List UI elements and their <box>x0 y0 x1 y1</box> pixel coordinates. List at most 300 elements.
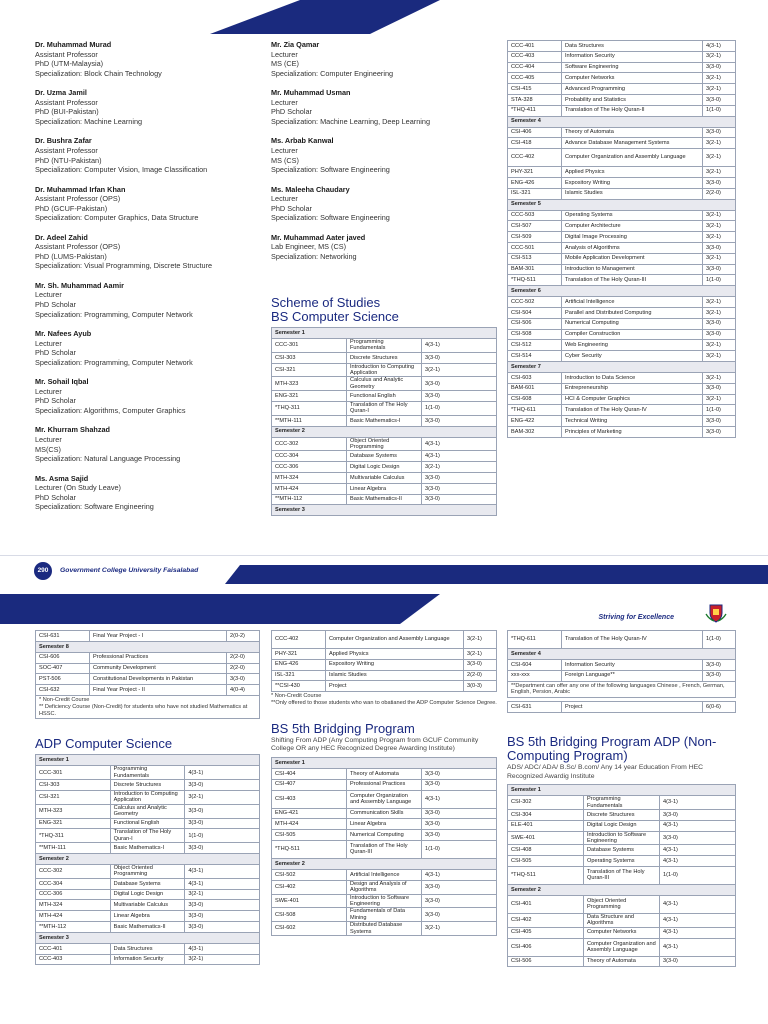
faculty-detail: Specialization: Machine Learning, Deep Learning <box>271 116 431 126</box>
course-row <box>272 894 497 908</box>
course-title: Digital Logic Design <box>347 462 422 473</box>
credit-hours: 2(2-0) <box>464 670 497 681</box>
bridging-note: **Department can offer any one of the following languages Chinese , French, German, English, Persion, Arabic <box>507 682 736 699</box>
course-row <box>36 780 260 791</box>
course-code: CSI-321 <box>36 790 111 804</box>
course-row <box>272 494 497 505</box>
course-code: CSI-415 <box>508 84 562 95</box>
semester-label: Semester 3 <box>272 505 497 516</box>
course-row <box>272 659 497 670</box>
course-row <box>508 809 736 820</box>
course-title: Basic Mathematics-II <box>110 922 185 933</box>
faculty-name: Mr. Khurram Shahzad <box>35 425 111 435</box>
credit-hours: 3(2-1) <box>703 394 736 405</box>
course-row <box>508 51 736 62</box>
course-code: CSI-402 <box>508 913 584 927</box>
course-row <box>272 768 497 779</box>
semester-label: Semester 3 <box>36 932 260 943</box>
course-title: Applied Physics <box>326 649 464 660</box>
course-row <box>36 685 260 696</box>
course-code: CSI-513 <box>508 253 562 264</box>
bs-cs-table-part-1 <box>271 327 497 516</box>
course-code: *THQ-611 <box>508 631 562 649</box>
course-row <box>272 363 497 377</box>
semester-label: Semester 7 <box>508 361 736 372</box>
course-title: Fundamentals of Data Mining <box>347 908 422 922</box>
course-code: CSI-502 <box>272 869 347 880</box>
course-row <box>508 405 736 416</box>
credit-hours: 2(2-0) <box>703 188 736 199</box>
semester-label: Semester 2 <box>272 858 497 869</box>
course-row <box>508 670 736 681</box>
course-code: ENG-321 <box>272 391 347 402</box>
course-code: CCC-306 <box>272 462 347 473</box>
course-title: Introduction to Software Engineering <box>584 831 660 845</box>
course-title: Parallel and Distributed Computing <box>562 307 703 318</box>
semester-label: Semester 2 <box>36 854 260 865</box>
faculty-detail: PhD (UTM-Malaysia) <box>35 59 104 69</box>
course-code: CSI-512 <box>508 340 562 351</box>
credit-hours: 3(3-0) <box>227 674 260 685</box>
course-code: CSI-401 <box>508 895 584 913</box>
faculty-entry <box>271 185 496 223</box>
credit-hours: 3(3-0) <box>703 329 736 340</box>
course-title: Introduction to Data Science <box>562 372 703 383</box>
course-title: Advanced Programming <box>562 84 703 95</box>
faculty-detail: Specialization: Programming, Computer Network <box>35 357 193 367</box>
credit-hours: 4(3-1) <box>660 938 736 956</box>
course-row <box>508 329 736 340</box>
adp-scheme-cont <box>271 630 497 936</box>
bs-cs-table-part-2 <box>507 40 736 438</box>
faculty-entry <box>271 88 496 126</box>
course-row <box>36 631 260 642</box>
course-title: Computer Organization and Assembly Language <box>347 790 422 808</box>
faculty-detail: Lecturer <box>271 49 298 59</box>
course-title: Foreign Language** <box>562 670 703 681</box>
course-code: ELE-401 <box>508 820 584 831</box>
course-row <box>508 138 736 149</box>
faculty-detail: PhD Scholar <box>35 396 76 406</box>
course-row <box>272 462 497 473</box>
faculty-detail: PhD Scholar <box>35 300 76 310</box>
course-title: Expository Writing <box>326 659 464 670</box>
course-code: MTH-424 <box>36 911 111 922</box>
course-row <box>508 956 736 967</box>
course-row <box>508 856 736 867</box>
faculty-name: Ms. Asma Sajid <box>35 473 89 483</box>
credit-hours: 3(3-0) <box>703 177 736 188</box>
course-code: CSI-505 <box>272 830 347 841</box>
course-code: PHY-321 <box>272 649 326 660</box>
course-title: Linear Algebra <box>347 819 422 830</box>
course-code: CSI-408 <box>508 845 584 856</box>
course-row <box>272 670 497 681</box>
course-row <box>508 62 736 73</box>
course-title: Translation of The Holy Quran-III <box>347 840 422 858</box>
credit-hours: 1(1-0) <box>660 866 736 884</box>
course-row <box>36 878 260 889</box>
course-title: Theory of Automata <box>584 956 660 967</box>
faculty-detail: Specialization: Block Chain Technology <box>35 68 162 78</box>
faculty-detail: Specialization: Computer Engineering <box>271 68 394 78</box>
course-row <box>36 954 260 965</box>
course-title: Computer Architecture <box>562 221 703 232</box>
course-code: CSI-504 <box>508 307 562 318</box>
course-code: ENG-321 <box>36 818 111 829</box>
course-row <box>508 84 736 95</box>
course-row <box>36 889 260 900</box>
faculty-detail: Lecturer <box>35 434 62 444</box>
faculty-detail: Specialization: Software Engineering <box>35 502 154 512</box>
credit-hours: 3(3-0) <box>422 779 497 790</box>
credit-hours: 3(2-1) <box>703 51 736 62</box>
course-code: CCC-304 <box>272 451 347 462</box>
course-title: Final Year Project - I <box>90 631 227 642</box>
course-row <box>272 908 497 922</box>
faculty-detail: Specialization: Algorithms, Computer Graphics <box>35 405 186 415</box>
faculty-list-mid <box>271 40 496 271</box>
course-code: CSI-418 <box>508 138 562 149</box>
faculty-entry <box>35 474 260 512</box>
faculty-detail: Assistant Professor <box>35 97 98 107</box>
credit-hours: 3(3-0) <box>422 880 497 894</box>
course-row <box>508 416 736 427</box>
course-title: Computer Organization and Assembly Language <box>584 938 660 956</box>
faculty-name: Mr. Sh. Muhammad Aamir <box>35 280 124 290</box>
semester-label: Semester 8 <box>36 641 260 652</box>
credit-hours: 3(2-1) <box>422 363 497 377</box>
credit-hours: 6(0-6) <box>703 702 736 713</box>
faculty-entry <box>35 233 260 271</box>
footer-university-name: Government College University Faisalabad <box>60 567 199 574</box>
semester-row <box>272 858 497 869</box>
credit-hours: 3(2-1) <box>185 889 260 900</box>
credit-hours: 4(3-1) <box>660 927 736 938</box>
course-row <box>272 779 497 790</box>
course-code: CSI-303 <box>36 780 111 791</box>
credit-hours: 4(3-1) <box>660 796 736 810</box>
credit-hours: 3(2-1) <box>703 84 736 95</box>
course-row <box>272 649 497 660</box>
course-title: Artificial Intelligence <box>562 297 703 308</box>
course-title: Theory of Automata <box>562 127 703 138</box>
bridging-table <box>271 757 497 936</box>
course-title: Discrete Structures <box>347 352 422 363</box>
credit-hours: 3(2-1) <box>422 922 497 936</box>
course-code: MTH-424 <box>272 483 347 494</box>
credit-hours: 3(2-1) <box>185 790 260 804</box>
semester-row <box>508 649 736 660</box>
course-title: Computer Networks <box>584 927 660 938</box>
faculty-entry <box>271 233 496 262</box>
course-title: Digital Image Processing <box>562 232 703 243</box>
course-title: Object Oriented Programming <box>584 895 660 913</box>
adp-table-part-2 <box>271 630 497 692</box>
course-code: ENG-421 <box>272 808 347 819</box>
credit-hours: 1(1-0) <box>703 275 736 286</box>
course-row <box>508 426 736 437</box>
credit-hours: 3(3-0) <box>185 843 260 854</box>
faculty-detail: Specialization: Visual Programming, Discrete Structure <box>35 261 213 271</box>
faculty-detail: MS (CE) <box>271 59 299 69</box>
course-code: CSI-403 <box>272 790 347 808</box>
credit-hours: 3(3-0) <box>185 804 260 818</box>
credit-hours: 2(2-0) <box>227 663 260 674</box>
credit-hours: 3(3-0) <box>703 242 736 253</box>
course-row <box>508 913 736 927</box>
course-title: Web Engineering <box>562 340 703 351</box>
course-code: CSI-303 <box>272 352 347 363</box>
credit-hours: 3(3-0) <box>422 415 497 426</box>
course-title: Numerical Computing <box>562 318 703 329</box>
course-title: Advance Database Management Systems <box>562 138 703 149</box>
course-row <box>508 41 736 52</box>
course-title: Linear Algebra <box>110 911 185 922</box>
faculty-name: Dr. Bushra Zafar <box>35 136 92 146</box>
credit-hours: 3(3-0) <box>703 416 736 427</box>
credit-hours: 3(3-0) <box>660 956 736 967</box>
course-code: *THQ-511 <box>508 275 562 286</box>
course-row <box>272 681 497 692</box>
course-title: Compiler Construction <box>562 329 703 340</box>
course-row <box>508 188 736 199</box>
credit-hours: 3(3-0) <box>703 660 736 671</box>
course-title: Calculus and Analytic Geometry <box>110 804 185 818</box>
course-title: Probability and Statistics <box>562 94 703 105</box>
semester-row <box>36 854 260 865</box>
course-title: Introduction to Software Engineering <box>347 894 422 908</box>
bridging-nc-title: BS 5th Bridging Program ADP (Non-Computing Program) <box>507 733 717 763</box>
faculty-detail: Specialization: Software Engineering <box>271 213 390 223</box>
course-title: Database Systems <box>347 451 422 462</box>
course-code: PHY-321 <box>508 167 562 178</box>
course-title: Basic Mathematics-II <box>347 494 422 505</box>
bridging-subtitle: Shifting From ADP (Any Computing Program from GCUF Community College OR any HEC Recognized Degree Awarding Institute) <box>271 736 479 753</box>
credit-hours: 3(3-0) <box>185 818 260 829</box>
course-title: Translation of The Holy Quran-III <box>584 866 660 884</box>
course-code: xxx-xxx <box>508 670 562 681</box>
semester-row <box>36 755 260 766</box>
course-title: Translation of The Holy Quran-II <box>562 105 703 116</box>
faculty-name: Dr. Muhammad Irfan Khan <box>35 184 126 194</box>
credit-hours: 1(1-0) <box>703 631 736 649</box>
credit-hours: 3(2-1) <box>703 297 736 308</box>
course-row <box>508 845 736 856</box>
course-row <box>508 264 736 275</box>
course-title: Calculus and Analytic Geometry <box>347 377 422 391</box>
course-title: Digital Logic Design <box>110 889 185 900</box>
faculty-detail: Lecturer <box>271 194 298 204</box>
credit-hours: 4(3-1) <box>660 820 736 831</box>
faculty-detail: PhD Scholar <box>271 203 312 213</box>
semester-row <box>272 505 497 516</box>
semester-label: Semester 1 <box>508 785 736 796</box>
course-title: Multivariable Calculus <box>347 473 422 484</box>
credit-hours: 4(3-1) <box>185 766 260 780</box>
course-code: CSI-505 <box>508 856 584 867</box>
course-code: CSI-604 <box>508 660 562 671</box>
course-title: Artificial Intelligence <box>347 869 422 880</box>
course-code: **MTH-112 <box>36 922 111 933</box>
course-code: CSI-407 <box>272 779 347 790</box>
course-title: Distributed Database Systems <box>347 922 422 936</box>
course-title: Operating Systems <box>562 210 703 221</box>
course-code: CSI-404 <box>272 768 347 779</box>
course-code: CSI-506 <box>508 956 584 967</box>
course-title: Operating Systems <box>584 856 660 867</box>
course-row <box>36 790 260 804</box>
course-row <box>36 922 260 933</box>
university-crest-icon <box>705 603 727 623</box>
course-row <box>508 177 736 188</box>
course-row <box>508 895 736 913</box>
course-code: BAM-302 <box>508 426 562 437</box>
course-code: SWE-401 <box>272 894 347 908</box>
credit-hours: 3(3-0) <box>422 819 497 830</box>
credit-hours: 3(2-1) <box>703 210 736 221</box>
semester-label: Semester 2 <box>508 884 736 895</box>
course-row <box>508 232 736 243</box>
credit-hours: 4(3-1) <box>660 895 736 913</box>
course-code: CCC-306 <box>36 889 111 900</box>
credit-hours: 3(2-1) <box>703 340 736 351</box>
credit-hours: 4(3-1) <box>185 943 260 954</box>
bridging-table-part-2 <box>507 630 736 682</box>
course-row <box>508 394 736 405</box>
credit-hours: 3(3-0) <box>703 318 736 329</box>
course-title: Translation of The Holy Quran-IV <box>562 405 703 416</box>
semester-row <box>272 757 497 768</box>
course-title: Programming Fundamentals <box>584 796 660 810</box>
course-code: MTH-323 <box>36 804 111 818</box>
credit-hours: 3(2-1) <box>703 253 736 264</box>
course-title: Introduction to Management <box>562 264 703 275</box>
credit-hours: 3(3-0) <box>422 494 497 505</box>
credit-hours: 3(3-0) <box>703 383 736 394</box>
note-line: **Only offered to those students who wan to obatianed the ADP Computer Science Degree. <box>271 699 497 706</box>
course-row <box>36 652 260 663</box>
course-code: *THQ-411 <box>508 105 562 116</box>
course-code: **MTH-111 <box>272 415 347 426</box>
course-row <box>508 383 736 394</box>
page-number-badge: 290 <box>34 562 52 580</box>
course-row <box>508 307 736 318</box>
course-code: ISL-321 <box>272 670 326 681</box>
course-title: Translation of The Holy Quran-I <box>347 402 422 416</box>
semester-label: Semester 2 <box>272 426 497 437</box>
credit-hours: 3(3-0) <box>422 894 497 908</box>
course-code: CSI-507 <box>508 221 562 232</box>
header-band <box>0 0 768 34</box>
faculty-name: Mr. Muhammad Usman <box>271 88 351 98</box>
course-title: Constitutional Developments in Pakistan <box>90 674 227 685</box>
course-row <box>36 674 260 685</box>
adp-title: ADP Computer Science <box>35 736 173 752</box>
course-row <box>508 938 736 956</box>
semester-label: Semester 1 <box>272 757 497 768</box>
course-row <box>508 820 736 831</box>
course-title: Software Engineering <box>562 62 703 73</box>
semester-label: Semester 1 <box>36 755 260 766</box>
credit-hours: 3(3-0) <box>464 659 497 670</box>
course-code: CSI-508 <box>508 329 562 340</box>
course-row <box>508 297 736 308</box>
faculty-detail: Specialization: Programming, Computer Network <box>35 309 193 319</box>
course-code: *THQ-311 <box>272 402 347 416</box>
course-title: Professional Practices <box>90 652 227 663</box>
faculty-entry <box>35 329 260 367</box>
course-row <box>272 415 497 426</box>
course-code: CSI-304 <box>508 809 584 820</box>
note-line: ** Deficiency Course (Non-Credit) for students who have not studied Mathematics at HSSC. <box>39 703 248 717</box>
course-code: CCC-404 <box>508 62 562 73</box>
course-title: HCI & Computer Graphics <box>562 394 703 405</box>
faculty-detail: Lecturer (On Study Leave) <box>35 483 121 493</box>
course-row <box>508 372 736 383</box>
course-code: CCC-402 <box>272 631 326 649</box>
faculty-detail: PhD (NTU-Pakistan) <box>35 155 102 165</box>
faculty-name: Dr. Adeel Zahid <box>35 232 88 242</box>
adp-notes <box>271 692 497 708</box>
course-row <box>272 377 497 391</box>
course-row <box>508 660 736 671</box>
credit-hours: 3(2-1) <box>703 232 736 243</box>
faculty-list-left <box>35 40 260 522</box>
course-title: Information Security <box>110 954 185 965</box>
course-row <box>508 831 736 845</box>
course-row <box>272 451 497 462</box>
bridging-nc-subtitle: ADS/ ADC/ ADA/ B.Sc/ B.com/ Any 14 year Education From HEC Recognized Awardig Institute <box>507 763 704 780</box>
credit-hours: 2(2-0) <box>227 652 260 663</box>
course-title: Theory of Automata <box>347 768 422 779</box>
credit-hours: 1(1-0) <box>422 402 497 416</box>
course-code: MTH-323 <box>272 377 347 391</box>
course-code: ENG-426 <box>508 177 562 188</box>
course-title: Data Structure and Algorithms <box>584 913 660 927</box>
scheme-subtitle: BS Computer Science <box>271 309 399 324</box>
credit-hours: 3(2-1) <box>703 372 736 383</box>
course-code: MTH-324 <box>36 900 111 911</box>
semester-row <box>36 641 260 652</box>
course-title: Computer Networks <box>562 73 703 84</box>
course-code: CCC-403 <box>36 954 111 965</box>
course-title: Final Year Project - II <box>90 685 227 696</box>
course-code: ISL-321 <box>508 188 562 199</box>
course-row <box>508 221 736 232</box>
credit-hours: 3(2-1) <box>422 462 497 473</box>
bridging-table-part-3 <box>507 701 736 713</box>
credit-hours: 4(3-1) <box>185 878 260 889</box>
credit-hours: 4(3-1) <box>660 913 736 927</box>
course-row <box>508 73 736 84</box>
course-code: MTH-324 <box>272 473 347 484</box>
course-code: CSI-509 <box>508 232 562 243</box>
course-row <box>508 318 736 329</box>
course-title: Design and Analysis of Algorithms <box>347 880 422 894</box>
course-code: CSI-506 <box>508 318 562 329</box>
course-code: CCC-302 <box>36 865 111 879</box>
bridging-scheme-cont <box>507 630 736 967</box>
course-title: Applied Physics <box>562 167 703 178</box>
course-row <box>272 880 497 894</box>
course-row <box>508 253 736 264</box>
credit-hours: 3(3-0) <box>422 352 497 363</box>
course-code: PST-506 <box>36 674 90 685</box>
bs-cs-scheme-end <box>35 630 260 965</box>
course-title: Translation of The Holy Quran-III <box>562 275 703 286</box>
bridging-title: BS 5th Bridging Program <box>271 720 415 736</box>
